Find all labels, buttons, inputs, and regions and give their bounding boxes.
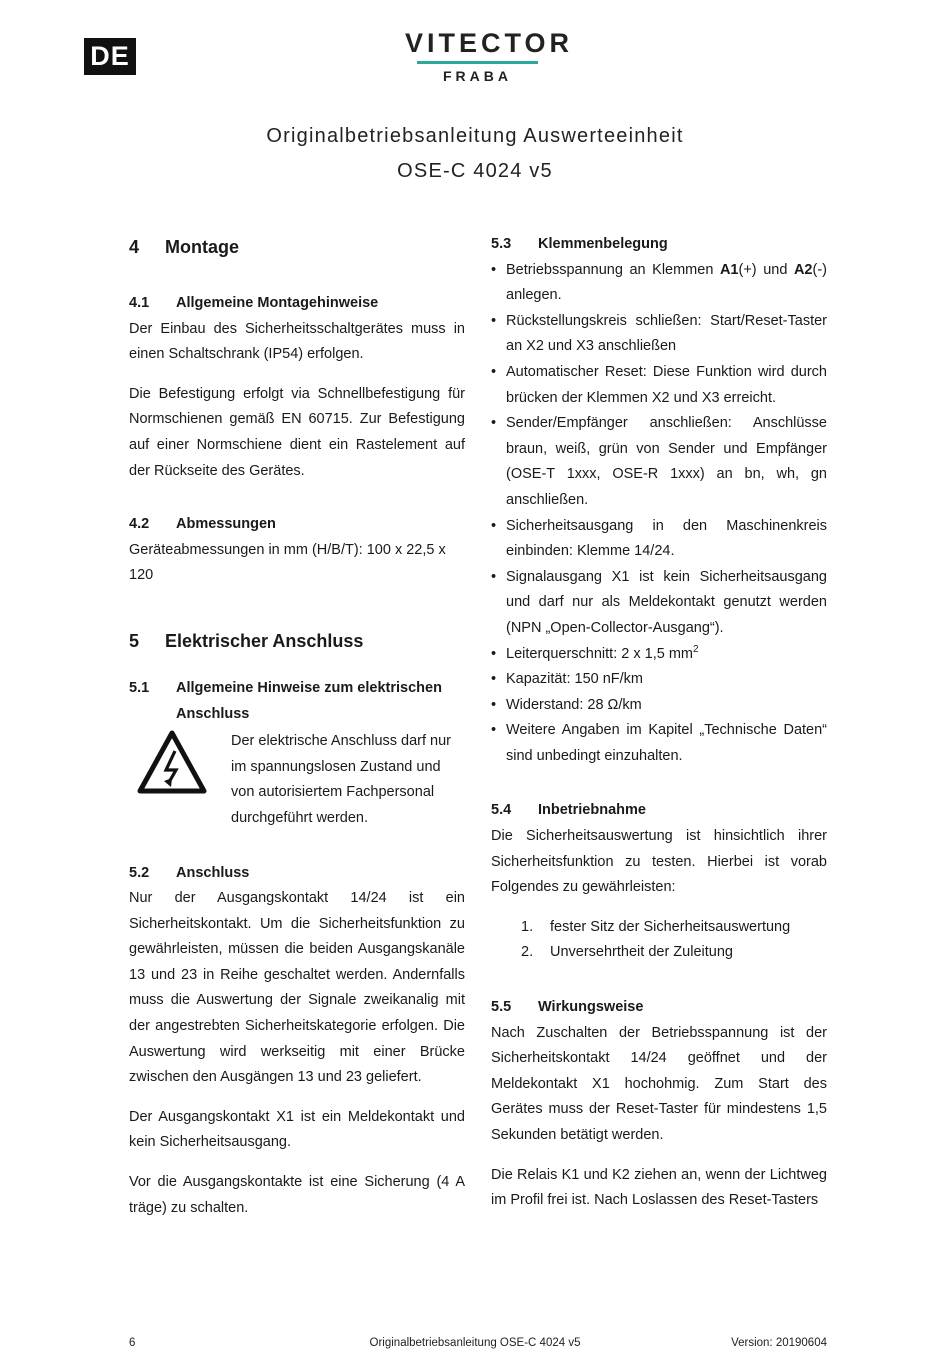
section-5-4-heading (491, 798, 827, 824)
list-item: • Widerstand: 28 Ω/km (491, 693, 827, 719)
paragraph: Nur der Ausgangskontakt 14/24 ist ein Sicherheitskontakt. Um die Sicherheitsfunktion zu gewährleisten, müssen die beiden Ausgangskanäle 13 und 23 in Reihe geschaltet werden. Andernfalls muss die Auswertung der Signale zweikanalig mit der angestrebten Sicherheitskategorie erfolgen. Die Auswertung wird werkseitig mit einer Brücke zwischen den Ausgängen 13 und 23 geliefert. (129, 890, 465, 1086)
section-4-2-heading (129, 512, 465, 538)
logo-sub: FRABA (443, 68, 512, 84)
subsection-title: Abmessungen (176, 516, 276, 533)
subsection-number: 5.2 (129, 864, 150, 881)
section-4-heading (129, 232, 465, 262)
paragraph: Nach Zuschalten der Betriebsspannung ist der Sicherheitskontakt 14/24 geöffnet und der Meldekontakt X1 hochohmig. Zum Start des Gerätes muss der Reset-Taster für mindestens 1,5 Sekunden betätigt werden. (491, 1024, 827, 1143)
checklist (491, 915, 827, 966)
document-title: Originalbetriebsanleitung Auswerteeinheit (266, 125, 684, 147)
section-number: 5 (129, 630, 140, 651)
list-item: • Rückstellungskreis schließen: Start/Reset-Taster an X2 und X3 anschließen (491, 309, 827, 360)
section-5-heading (129, 626, 465, 656)
list-item: • Sicherheitsausgang in den Maschinenkreis einbinden: Klemme 14/24. (491, 514, 827, 565)
document-subtitle: OSE-C 4024 v5 (397, 160, 553, 182)
list-item: • Signalausgang X1 ist kein Sicherheitsausgang und darf nur als Meldekontakt genutzt werden (NPN „Open-Collector-Ausgang“). (491, 565, 827, 642)
paragraph: Der Einbau des Sicherheitsschaltgerätes muss in einen Schaltschrank (IP54) erfolgen. (129, 320, 465, 363)
language-badge: DE (84, 38, 136, 75)
paragraph: Der Ausgangskontakt X1 ist ein Meldekontakt und kein Sicherheitsausgang. (129, 1108, 465, 1151)
footer-document-title: Originalbetriebsanleitung OSE-C 4024 v5 (369, 1337, 581, 1349)
subsection-title: Wirkungsweise (538, 999, 644, 1016)
vitector-logo (405, 28, 574, 84)
high-voltage-warning-icon (137, 729, 207, 795)
subsection-number: 5.4 (491, 802, 512, 819)
list-item: 2. Unversehrtheit der Zuleitung (521, 944, 733, 961)
paragraph: Vor die Ausgangskontakte ist eine Sicherung (4 A träge) zu schalten. (129, 1174, 465, 1216)
section-number: 4 (129, 237, 140, 257)
list-item: • Betriebsspannung an Klemmen A1(+) und A2(-) anlegen. (491, 258, 827, 309)
footer-version: Version: 20190604 (731, 1337, 827, 1349)
paragraph: Die Befestigung erfolgt via Schnellbefestigung für Normschienen gemäß EN 60715. Zur Befestigung auf einer Normschiene dient ein Rastelement auf der Rückseite des Gerätes. (129, 385, 465, 479)
subsection-title: Allgemeine Hinweise zum elektrischen Anschluss (176, 679, 442, 722)
section-5-2-heading (129, 861, 465, 887)
section-5-1-heading (129, 676, 465, 727)
left-column (129, 232, 465, 1221)
page-number: 6 (129, 1337, 136, 1349)
list-item: • Automatischer Reset: Diese Funktion wird durch brücken der Klemmen X2 und X3 erreicht. (491, 360, 827, 411)
subsection-number: 5.3 (491, 236, 512, 252)
subsection-number: 5.5 (491, 999, 512, 1016)
paragraph: Die Relais K1 und K2 ziehen an, wenn der Lichtweg im Profil frei ist. Nach Loslassen des Reset-Tasters (491, 1166, 827, 1209)
section-title: Montage (165, 237, 239, 257)
list-item: 1. fester Sitz der Sicherheitsauswertung (521, 918, 791, 935)
list-item: • Weitere Angaben im Kapitel „Technische Daten“ sind unbedingt einzuhalten. (491, 718, 827, 769)
logo-accent-bar (417, 61, 538, 64)
paragraph: Die Sicherheitsauswertung ist hinsichtlich ihrer Sicherheitsfunktion zu testen. Hierbei ist vorab Folgendes zu gewährleisten: (491, 828, 827, 896)
subsection-number: 4.2 (129, 516, 150, 533)
list-item: • Sender/Empfänger anschließen: Anschlüsse braun, weiß, grün von Sender und Empfänger (OSE-T 1xxx, OSE-R 1xxx) an bn, wh, gn anschließen. (491, 411, 827, 513)
section-5-5-heading (491, 995, 827, 1021)
warning-text: Der elektrische Anschluss darf nur im spannungslosen Zustand und von autorisiertem Fachpersonal durchgeführt werden. (231, 733, 452, 826)
section-5-3-heading (491, 232, 827, 258)
section-4-1-heading (129, 291, 465, 317)
logo-brand: VITECTOR (405, 28, 574, 58)
section-title: Elektrischer Anschluss (165, 630, 364, 651)
subsection-number: 4.1 (129, 295, 150, 311)
terminal-list (491, 258, 827, 770)
subsection-title: Allgemeine Montagehinweise (176, 295, 379, 311)
warning-block (129, 729, 465, 831)
list-item: • Kapazität: 150 nF/km (491, 667, 827, 693)
subsection-number: 5.1 (129, 679, 150, 696)
paragraph: Geräteabmessungen in mm (H/B/T): 100 x 22,5 x 120 (129, 541, 446, 584)
list-item: • Leiterquerschnitt: 2 x 1,5 $mm^2$ (491, 642, 827, 668)
right-column (491, 232, 827, 1214)
subsection-title: Inbetriebnahme (538, 802, 646, 819)
subsection-title: Klemmenbelegung (538, 236, 668, 252)
subsection-title: Anschluss (176, 864, 250, 881)
